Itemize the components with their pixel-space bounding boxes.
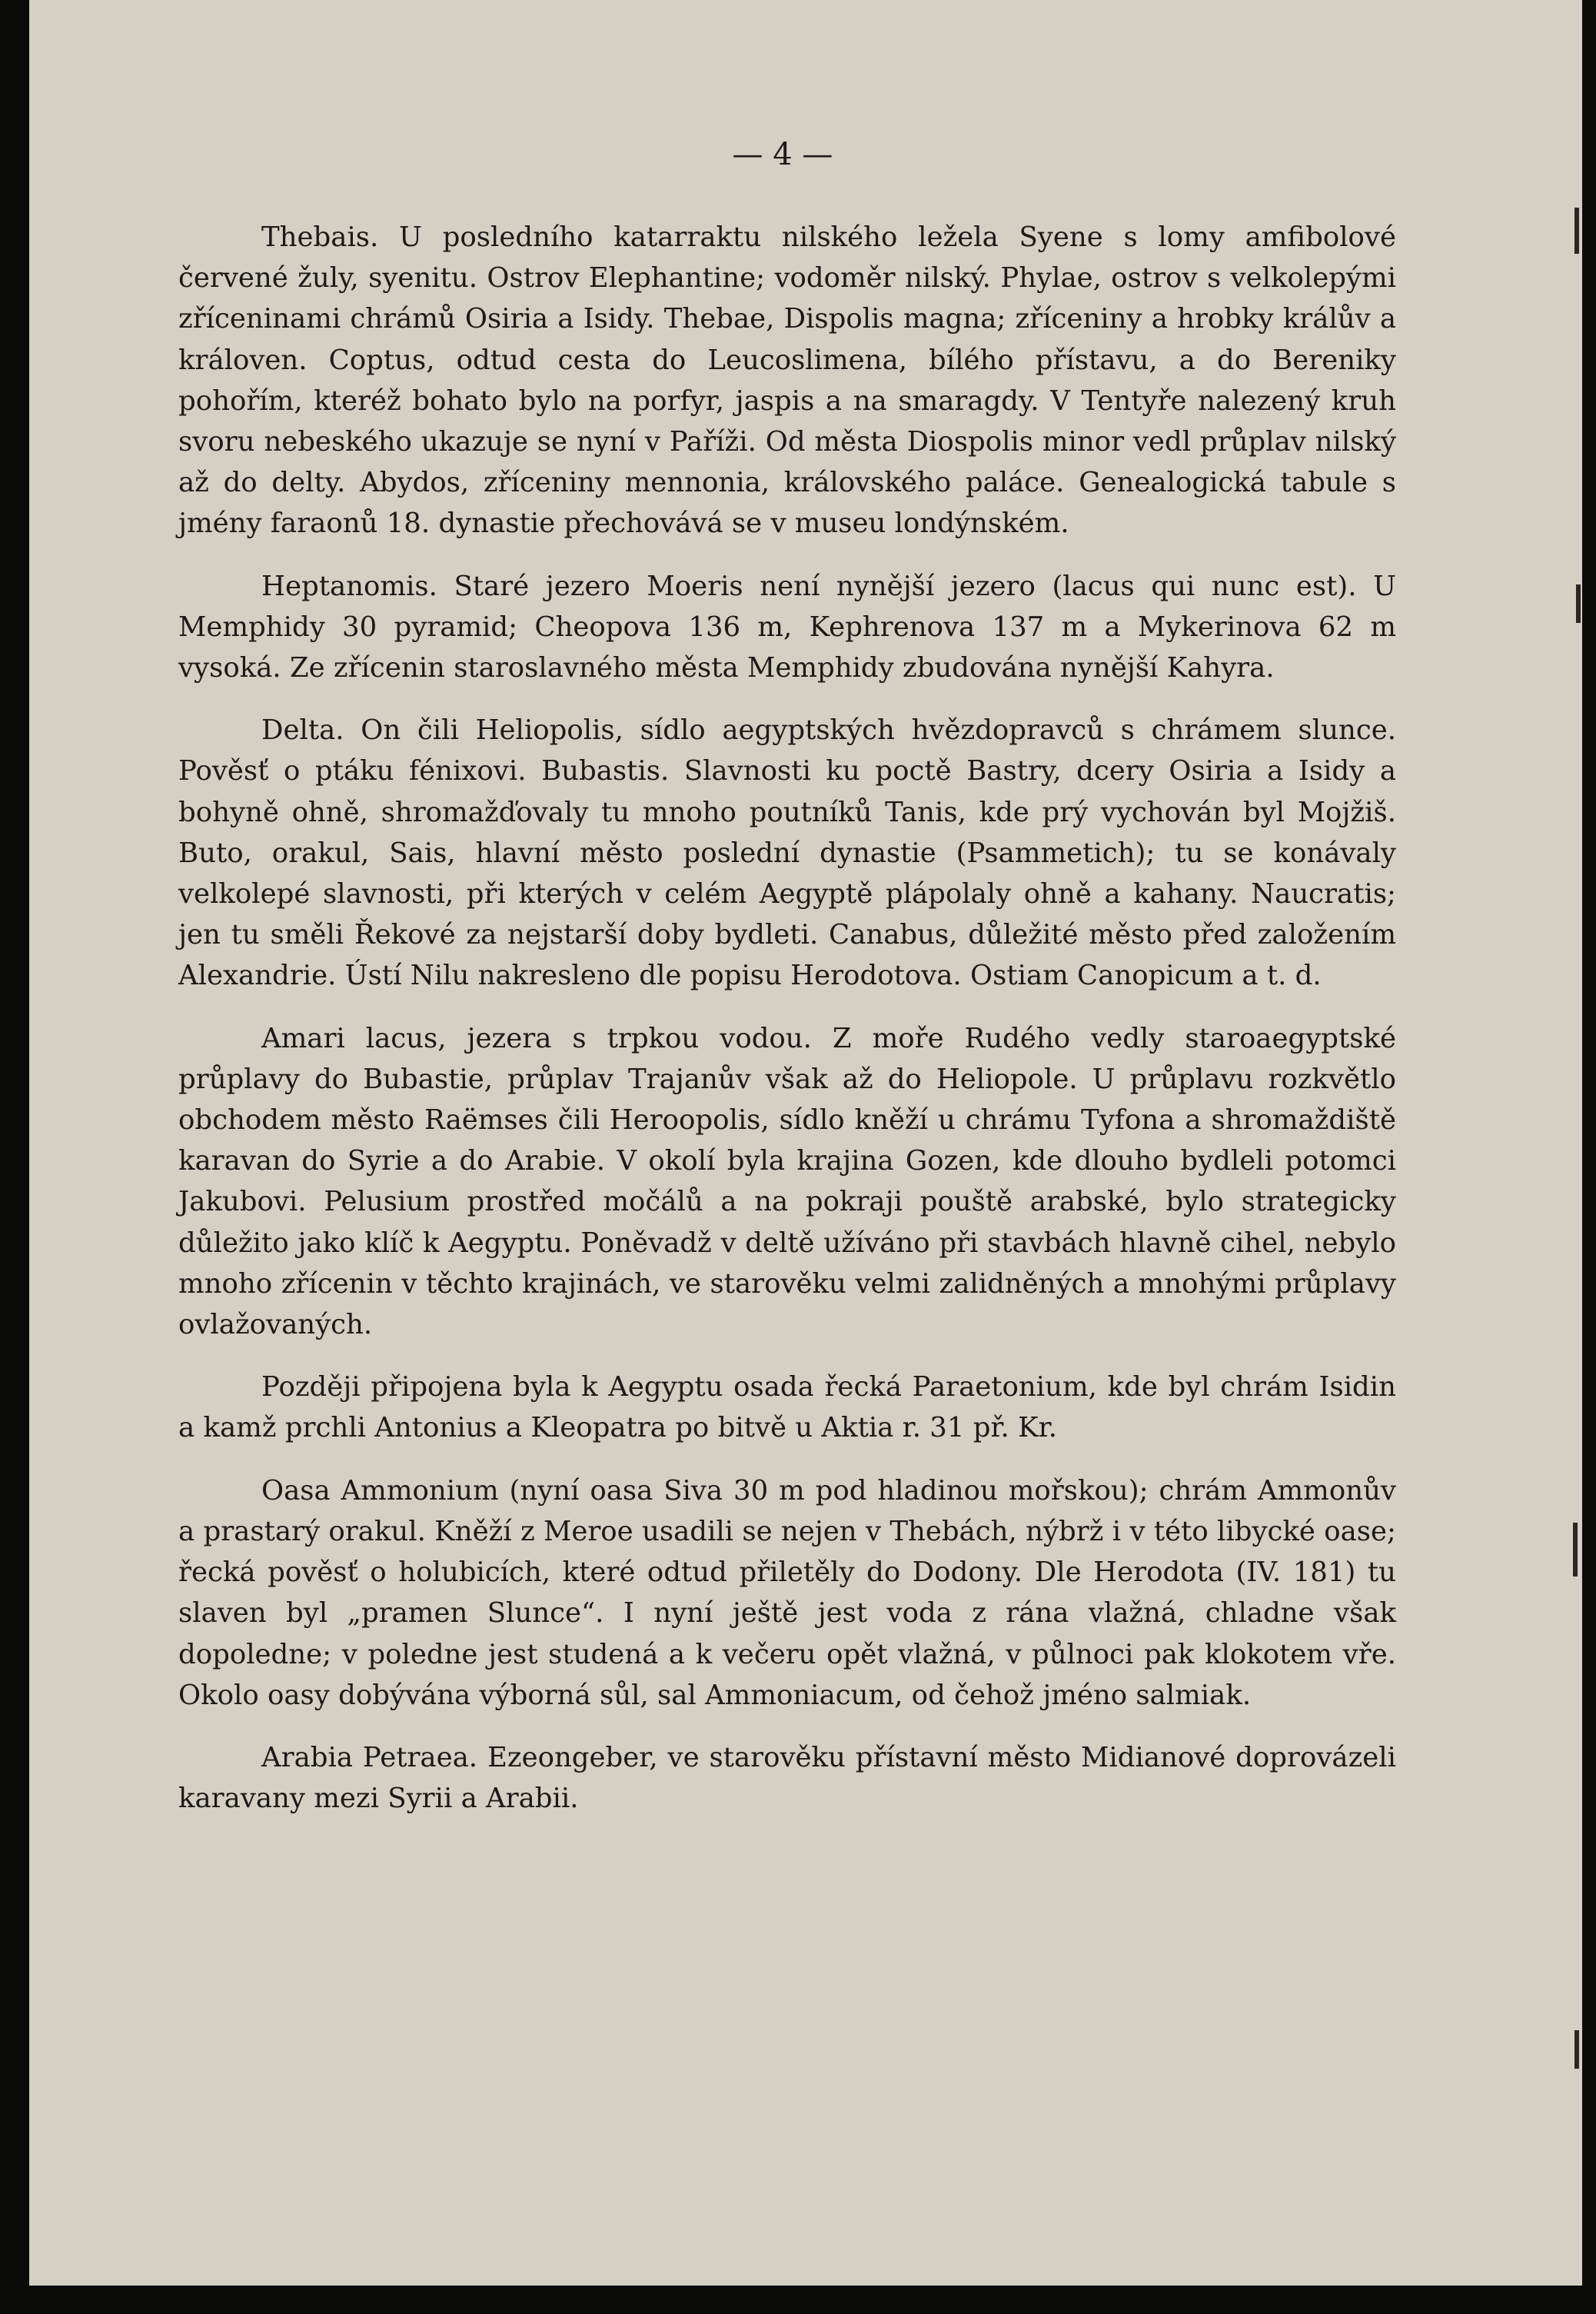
paragraph-amari-lacus: Amari lacus, jezera s trpkou vodou. Z moře Rudého vedly staroaegyptské průplavy do Bubastie, průplav Trajanův však až do Heliopole. U průplavu rozkvětlo obchodem město Raëmses čili Heroopolis, sídlo kněží u chrámu Tyfona a shromaždiště karavan do Syrie a do Arabie. V okolí byla krajina Gozen, kde dlouho bydleli potomci Jakubovi. Pelusium prostřed močálů a na pokraji pouště arabské, bylo strategicky důležito jako klíč k Aegyptu. Poněvadž v deltě užíváno při stavbách hlavně cihel, nebylo mnoho zřícenin v těchto krajinách, ve starověku velmi zalidněných a mnohými průplavy ovlažovaných. [178, 1022, 1396, 1341]
page-edge-mark [1574, 2030, 1579, 2069]
paragraph-heptanomis: Heptanomis. Staré jezero Moeris není nynější jezero (lacus qui nunc est). U Memphidy 30 pyramid; Cheopova 136 m, Kephrenova 137 m a Mykerinova 62 m vysoká. Ze zřícenin staroslavného města Memphidy zbudována nynější Kahyra. [178, 570, 1396, 684]
page-edge-mark [1573, 1523, 1578, 1577]
paragraph-arabia-petraea: Arabia Petraea. Ezeongeber, ve starověku přístavní město Midianové doprovázeli karavany mezi Syrii a Arabii. [178, 1741, 1396, 1815]
paragraph-oasa-ammonium: Oasa Ammonium (nyní oasa Siva 30 m pod hladinou mořskou); chrám Ammonův a prastarý orakul. Kněží z Meroe usadili se nejen v Thebách, nýbrž i v této libycké oase; řecká pověsť o holubicích, které odtud přiletěly do Dodony. Dle Herodota (IV. 181) tu slaven byl „pramen Slunce“. I nyní ještě jest voda z rána vlažná, chladne však dopoledne; v poledne jest studená a k večeru opět vlažná, v půlnoci pak klokotem vře. Okolo oasy dobývána výborná sůl, sal Ammoniacum, od čehož jméno salmiak. [178, 1474, 1396, 1711]
book-page [29, 0, 1582, 2286]
paragraph-delta: Delta. On čili Heliopolis, sídlo aegyptských hvězdopravců s chrámem slunce. Pověsť o ptáku fénixovi. Bubastis. Slavnosti ku poctě Bastry, dcery Osiria a Isidy a bohyně ohně, shromažďovaly tu mnoho poutníků Tanis, kde prý vychován byl Mojžiš. Buto, orakul, Sais, hlavní město poslední dynastie (Psammetich); tu se konávaly velkolepé slavnosti, při kterých v celém Aegyptě plápolaly ohně a kahany. Naucratis; jen tu směli Řekové za nejstarší doby bydleti. Canabus, důležité město před založením Alexandrie. Ústí Nilu nakresleno dle popisu Herodotova. Ostiam Canopicum a t. d. [178, 714, 1396, 992]
page-number: — 4 — [732, 137, 833, 172]
paragraph-paraetonium: Později připojena byla k Aegyptu osada řecká Paraetonium, kde byl chrám Isidin a kamž prchli Antonius a Kleopatra po bitvě u Aktia r. 31 př. Kr. [178, 1371, 1396, 1444]
page-edge-mark [1576, 584, 1581, 623]
paragraph-thebais: Thebais. U posledního katarraktu nilského ležela Syene s lomy amfibolové červené žuly, syenitu. Ostrov Elephantine; vodoměr nilský. Phylae, ostrov s velkolepými zříceninami chrámů Osiria a Isidy. Thebae, Dispolis magna; zříceniny a hrobky králův a královen. Coptus, odtud cesta do Leucoslimena, bílého přístavu, a do Bereniky pohořím, kteréž bohato bylo na porfyr, jaspis a na smaragdy. V Tentyře nalezený kruh svoru nebeského ukazuje se nyní v Paříži. Od města Diospolis minor vedl průplav nilský až do delty. Abydos, zříceniny mennonia, královského paláce. Genealogická tabule s jmény faraonů 18. dynastie přechovává se v museu londýnském. [178, 221, 1396, 540]
text-column [178, 217, 1396, 1840]
page-edge-mark [1574, 208, 1579, 254]
